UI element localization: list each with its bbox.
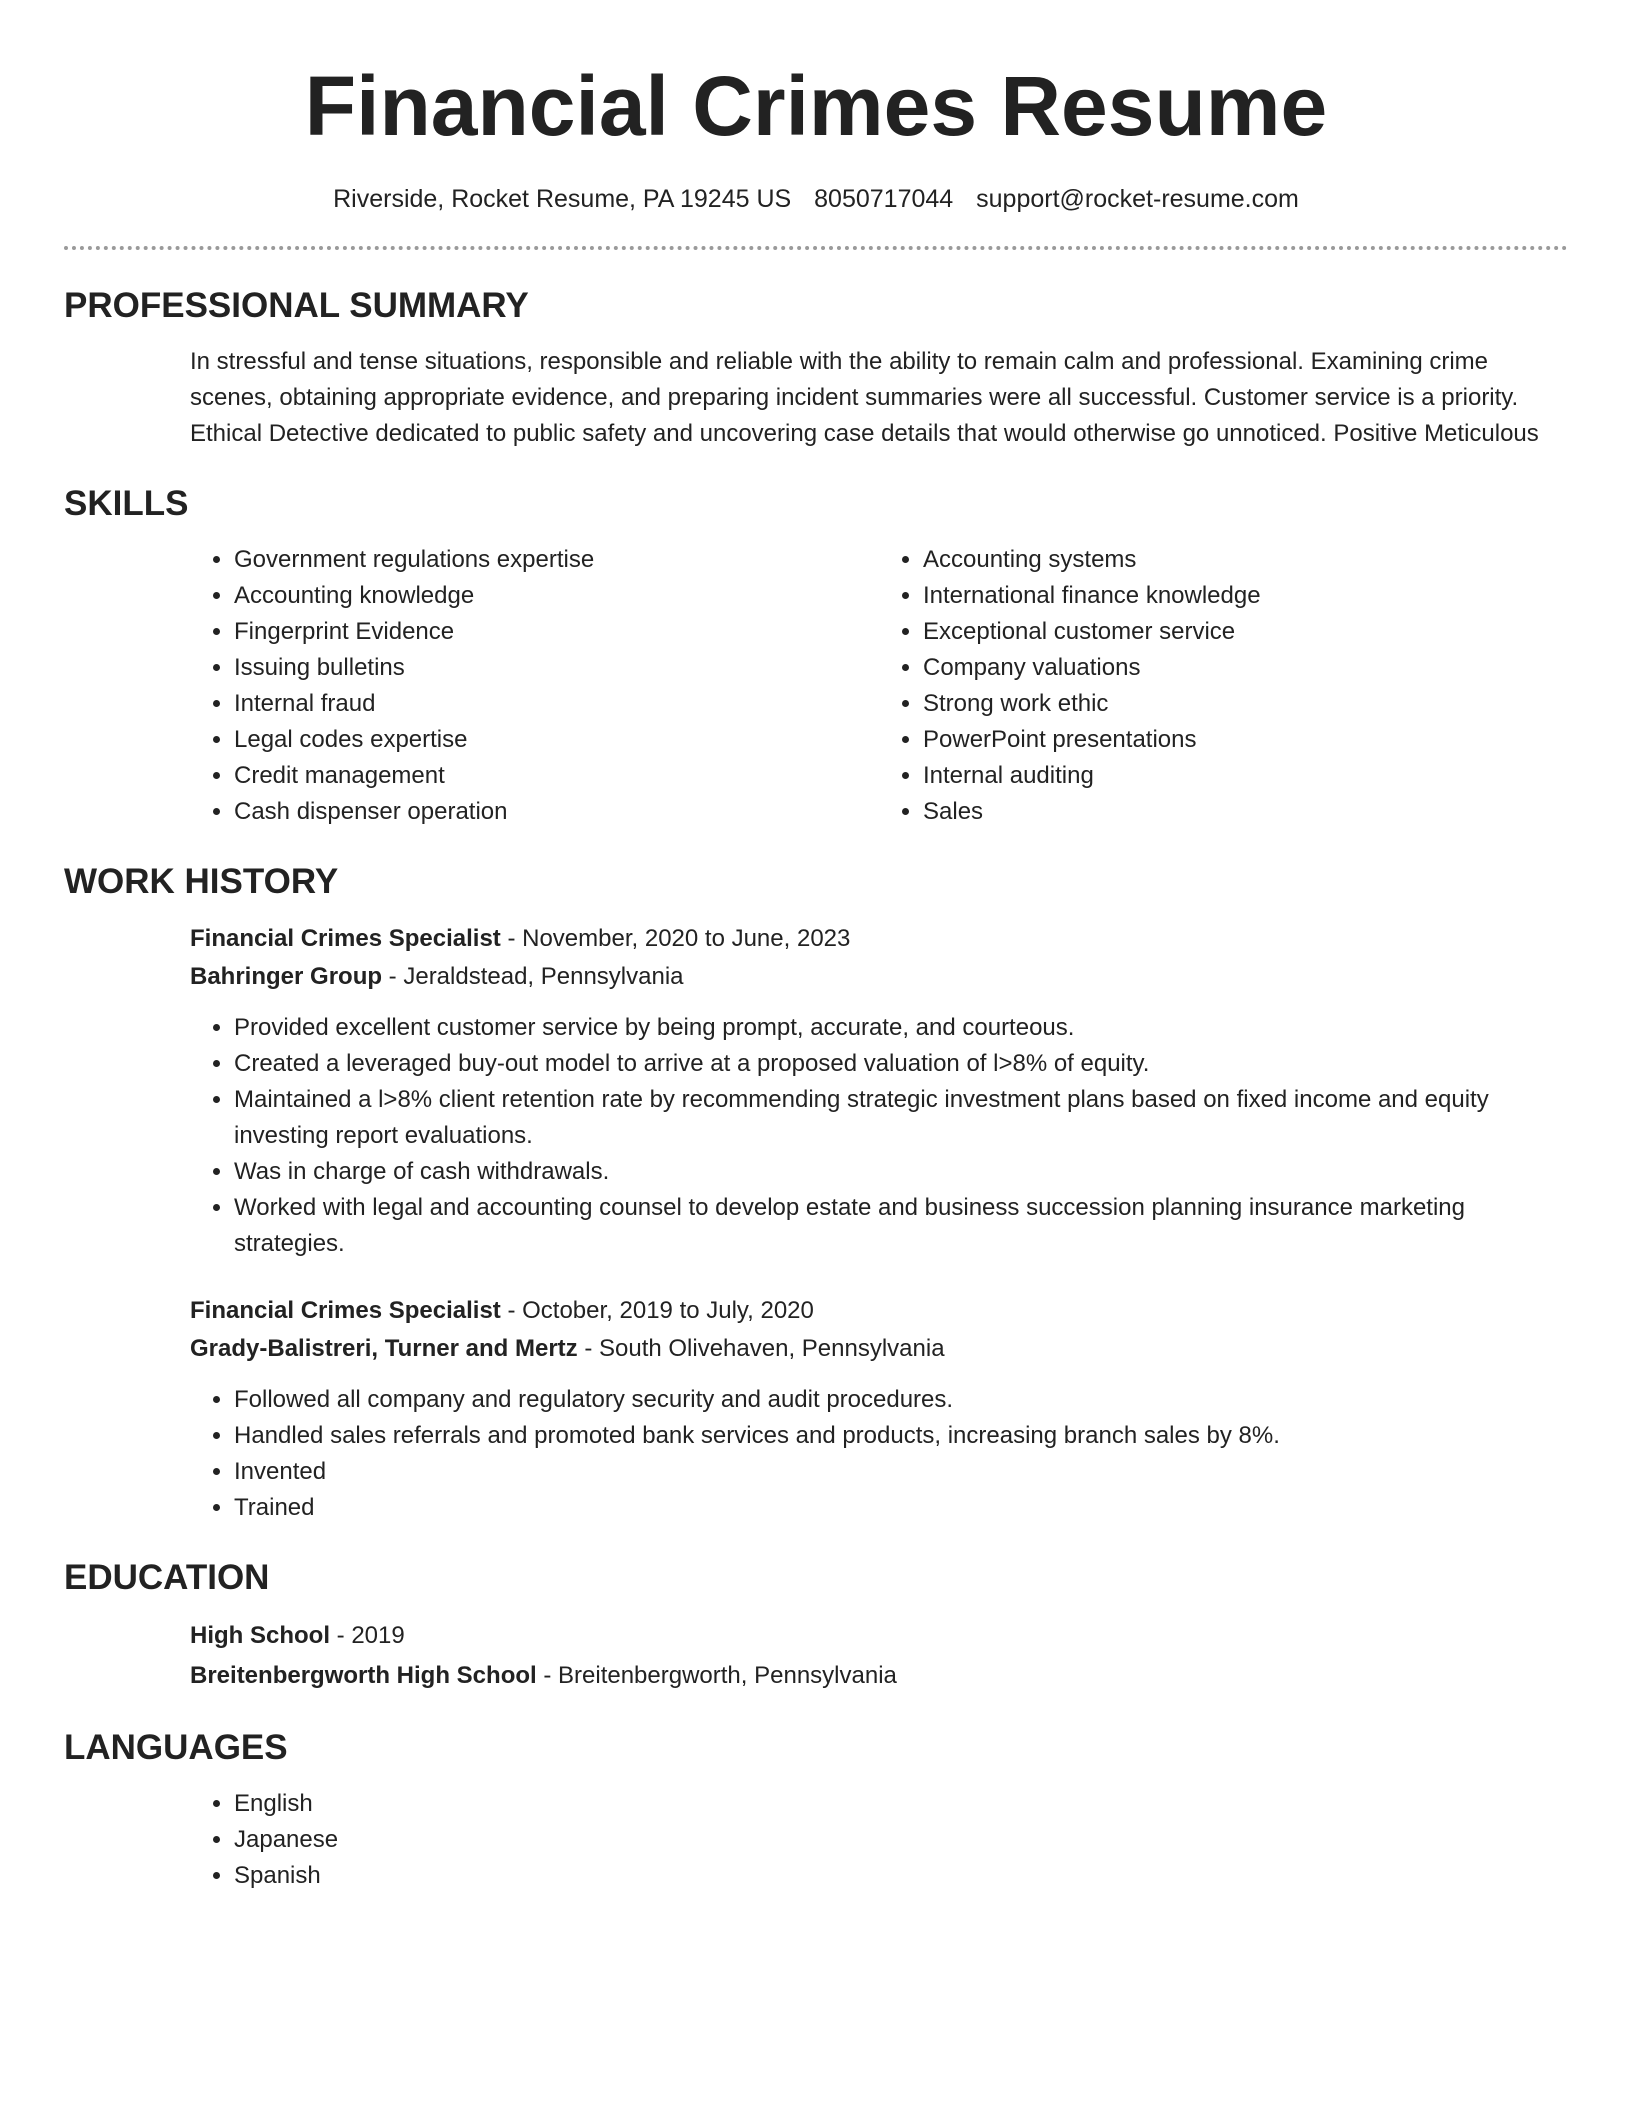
job-dates: - October, 2019 to July, 2020	[500, 1297, 814, 1324]
skill-item: • Accounting knowledge	[234, 578, 879, 614]
skill-item: • Credit management	[234, 758, 879, 794]
job-company-line	[190, 1330, 1568, 1368]
skill-item: • Company valuations	[923, 650, 1568, 686]
education-degree-line	[190, 1616, 1568, 1656]
work-body	[190, 920, 1568, 1526]
skills-list-left	[190, 542, 879, 830]
skill-item: • Issuing bulletins	[234, 650, 879, 686]
education-school-line	[190, 1656, 1568, 1696]
skill-item: • Cash dispenser operation	[234, 794, 879, 830]
job-bullets	[190, 1010, 1568, 1262]
work-section	[64, 860, 1568, 1526]
resume-header	[64, 0, 1568, 216]
job-location: - South Olivehaven, Pennsylvania	[577, 1335, 945, 1362]
skill-item: • Internal auditing	[923, 758, 1568, 794]
summary-heading: PROFESSIONAL SUMMARY	[64, 286, 529, 325]
job-entry	[190, 1292, 1568, 1526]
job-title-line	[190, 1292, 1568, 1330]
education-degree: High School	[190, 1622, 330, 1649]
education-body	[190, 1616, 1568, 1696]
job-entry	[190, 920, 1568, 1262]
education-location: - Breitenbergworth, Pennsylvania	[536, 1662, 897, 1689]
skills-list-right	[879, 542, 1568, 830]
skill-item: • Legal codes expertise	[234, 722, 879, 758]
job-bullet: • Created a leveraged buy-out model to arrive at a proposed valuation of l>8% of equity.	[234, 1046, 1568, 1082]
skills-section	[64, 482, 1568, 830]
job-bullet: • Invented	[234, 1454, 1568, 1490]
skill-item: • Fingerprint Evidence	[234, 614, 879, 650]
job-role: Financial Crimes Specialist	[190, 925, 501, 952]
job-bullet: • Maintained a l>8% client retention rate by recommending strategic investment plans based on fixed income and equity investing report evaluations.	[234, 1082, 1568, 1154]
languages-list	[190, 1786, 1568, 1894]
job-bullet: • Was in charge of cash withdrawals.	[234, 1154, 1568, 1190]
header-divider	[64, 246, 1568, 250]
skill-item: • Internal fraud	[234, 686, 879, 722]
job-company: Grady-Balistreri, Turner and Mertz	[190, 1335, 578, 1362]
languages-body	[190, 1786, 1568, 1894]
education-year: - 2019	[330, 1622, 405, 1649]
skill-item: • Exceptional customer service	[923, 614, 1568, 650]
work-heading: WORK HISTORY	[64, 862, 339, 901]
skill-item: • Strong work ethic	[923, 686, 1568, 722]
job-company-line	[190, 958, 1568, 996]
language-item: • Spanish	[234, 1858, 1568, 1894]
job-bullet: • Followed all company and regulatory security and audit procedures.	[234, 1382, 1568, 1418]
skills-grid	[190, 542, 1568, 830]
skill-item: • Government regulations expertise	[234, 542, 879, 578]
job-dates: - November, 2020 to June, 2023	[500, 925, 851, 952]
contact-phone: 8050717044	[814, 185, 954, 213]
skill-item: • PowerPoint presentations	[923, 722, 1568, 758]
summary-section	[64, 284, 1568, 452]
summary-text: In stressful and tense situations, responsible and reliable with the ability to remain calm and professional. Examining crime scenes, obtaining appropriate evidence, and preparing incident summaries were all successful. Customer service is a priority. Ethical Detective dedicated to public safety and uncovering case details that would otherwise go unnoticed. Positive Meticulous	[190, 348, 1539, 447]
job-bullet: • Worked with legal and accounting counsel to develop estate and business succession planning insurance marketing strategies.	[234, 1190, 1568, 1262]
skill-item: • Accounting systems	[923, 542, 1568, 578]
job-bullet: • Handled sales referrals and promoted bank services and products, increasing branch sales by 8%.	[234, 1418, 1568, 1454]
resume-title: Financial Crimes Resume	[304, 59, 1328, 153]
languages-section	[64, 1726, 1568, 1894]
contact-address: Riverside, Rocket Resume, PA 19245 US	[333, 185, 792, 213]
job-title-line	[190, 920, 1568, 958]
job-bullets	[190, 1382, 1568, 1526]
education-school: Breitenbergworth High School	[190, 1662, 537, 1689]
job-bullet: • Trained	[234, 1490, 1568, 1526]
skill-item: • International finance knowledge	[923, 578, 1568, 614]
contact-line	[64, 182, 1568, 216]
job-company: Bahringer Group	[190, 963, 383, 990]
summary-body	[190, 344, 1568, 452]
education-heading: EDUCATION	[64, 1558, 270, 1597]
job-bullet: • Provided excellent customer service by being prompt, accurate, and courteous.	[234, 1010, 1568, 1046]
job-location: - Jeraldstead, Pennsylvania	[382, 963, 684, 990]
education-section	[64, 1556, 1568, 1696]
language-item: • English	[234, 1786, 1568, 1822]
skill-item: • Sales	[923, 794, 1568, 830]
skills-heading: SKILLS	[64, 484, 189, 523]
job-role: Financial Crimes Specialist	[190, 1297, 501, 1324]
languages-heading: LANGUAGES	[64, 1728, 288, 1767]
contact-email: support@rocket-resume.com	[976, 185, 1299, 213]
language-item: • Japanese	[234, 1822, 1568, 1858]
